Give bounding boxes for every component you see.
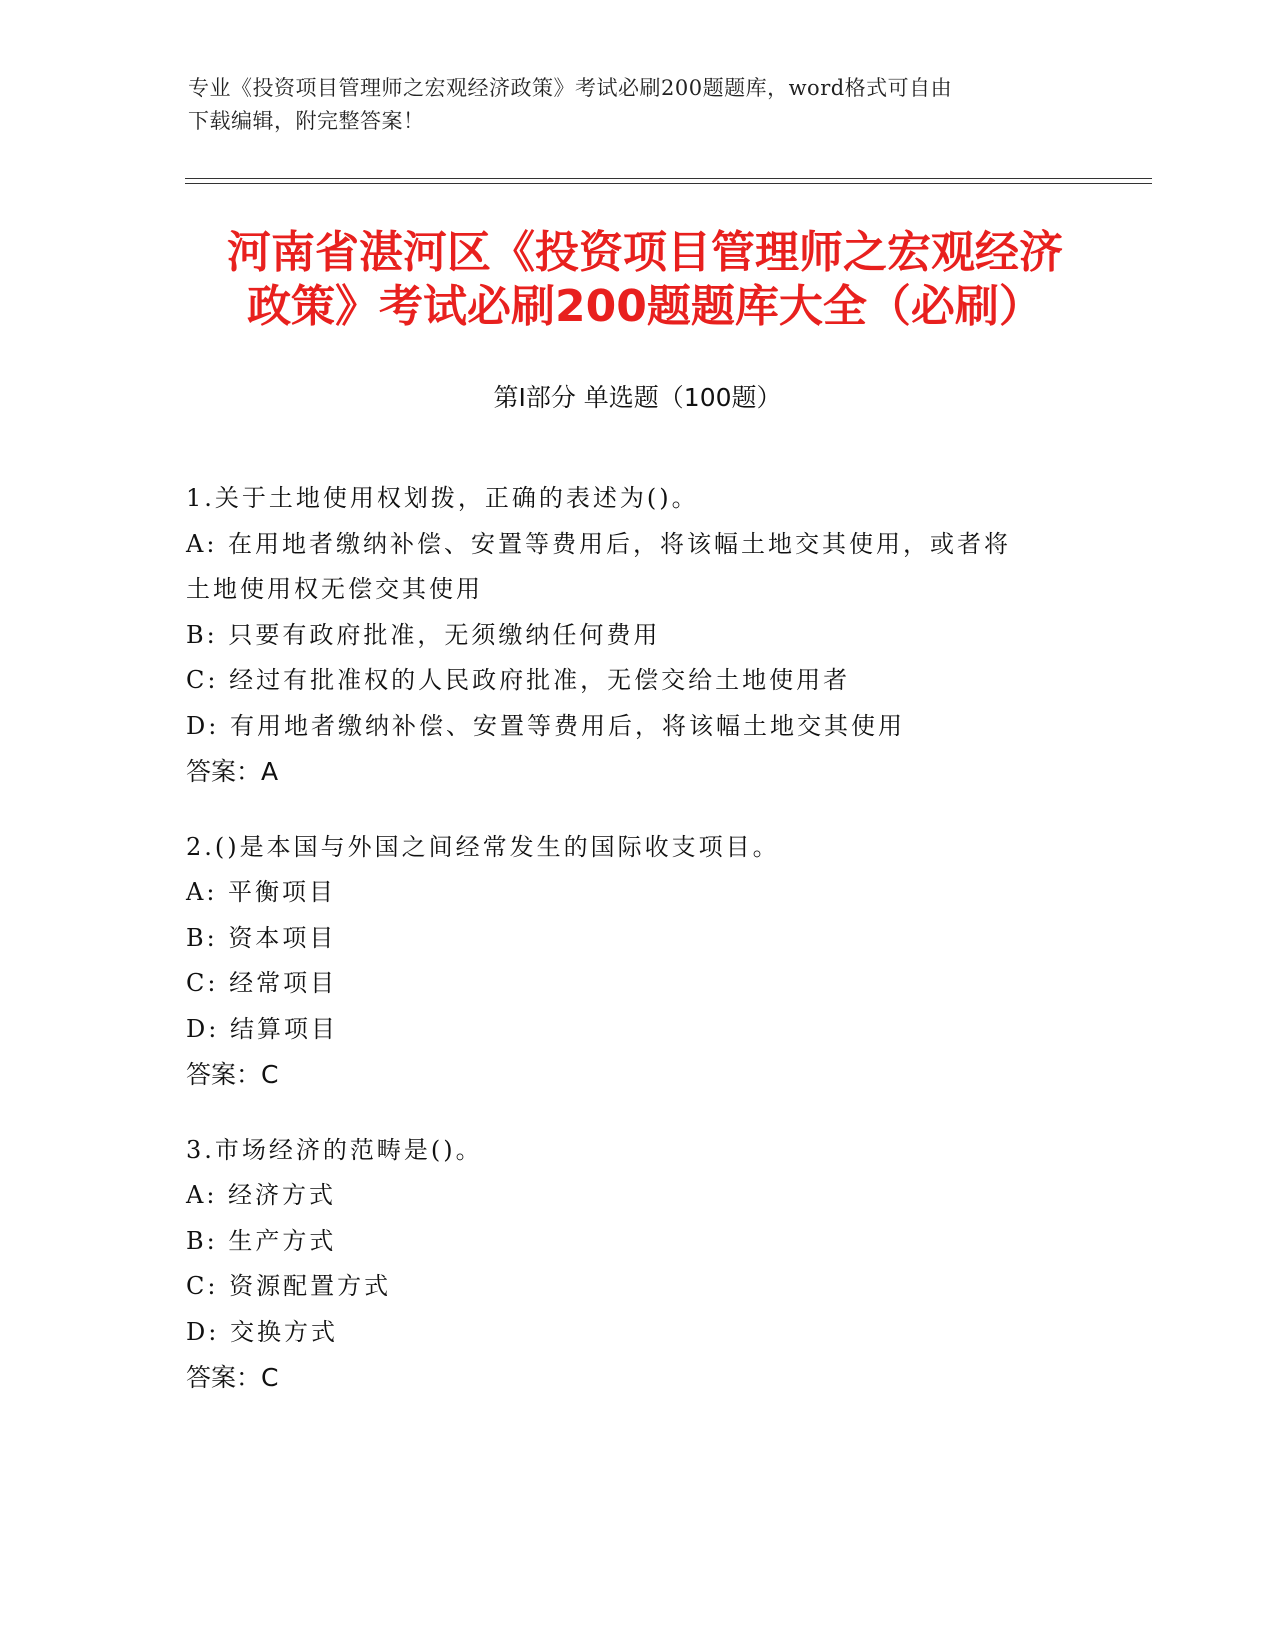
document-title-line-2: 政策》考试必刷200题题库大全（必刷） bbox=[247, 281, 1043, 332]
answer: 答案：C bbox=[186, 1363, 279, 1392]
intro-line-1: 专业《投资项目管理师之宏观经济政策》考试必刷200题题库，word格式可自由 bbox=[188, 76, 953, 100]
intro-text bbox=[188, 72, 1088, 138]
option-c: C: 经常项目 bbox=[186, 969, 338, 997]
header-divider-top bbox=[185, 178, 1152, 179]
option-a: A: 在用地者缴纳补偿、安置等费用后，将该幅土地交其使用，或者将 bbox=[186, 529, 1012, 558]
document-title bbox=[195, 226, 1095, 334]
option-c: C: 经过有批准权的人民政府批准，无偿交给土地使用者 bbox=[186, 666, 851, 694]
option-a: A: 经济方式 bbox=[186, 1181, 337, 1209]
answer: 答案：A bbox=[186, 757, 279, 786]
section-heading: 第I部分 单选题（100题） bbox=[493, 383, 782, 412]
question-2 bbox=[186, 825, 1076, 1098]
question-1 bbox=[186, 476, 1076, 795]
option-b: B: 只要有政府批准，无须缴纳任何费用 bbox=[186, 620, 661, 649]
option-c: C: 资源配置方式 bbox=[186, 1272, 392, 1300]
option-a-continued: 土地使用权无偿交其使用 bbox=[186, 575, 483, 603]
option-b: B: 资本项目 bbox=[186, 923, 337, 952]
question-stem: 2.()是本国与外国之间经常发生的国际收支项目。 bbox=[186, 832, 780, 861]
intro-line-2: 下载编辑，附完整答案！ bbox=[188, 109, 425, 133]
option-d: D: 结算项目 bbox=[186, 1014, 338, 1043]
header-divider-bottom bbox=[185, 183, 1152, 184]
question-stem: 3.市场经济的范畴是()。 bbox=[186, 1135, 483, 1164]
option-d: D: 有用地者缴纳补偿、安置等费用后，将该幅土地交其使用 bbox=[186, 711, 905, 740]
document-title-line-1: 河南省湛河区《投资项目管理师之宏观经济 bbox=[227, 227, 1063, 278]
option-b: B: 生产方式 bbox=[186, 1226, 337, 1255]
option-d: D: 交换方式 bbox=[186, 1317, 338, 1346]
question-stem: 1.关于土地使用权划拨，正确的表述为()。 bbox=[186, 484, 699, 512]
answer: 答案：C bbox=[186, 1060, 279, 1089]
option-a: A: 平衡项目 bbox=[186, 878, 337, 906]
question-list bbox=[186, 476, 1076, 1431]
question-3 bbox=[186, 1128, 1076, 1401]
